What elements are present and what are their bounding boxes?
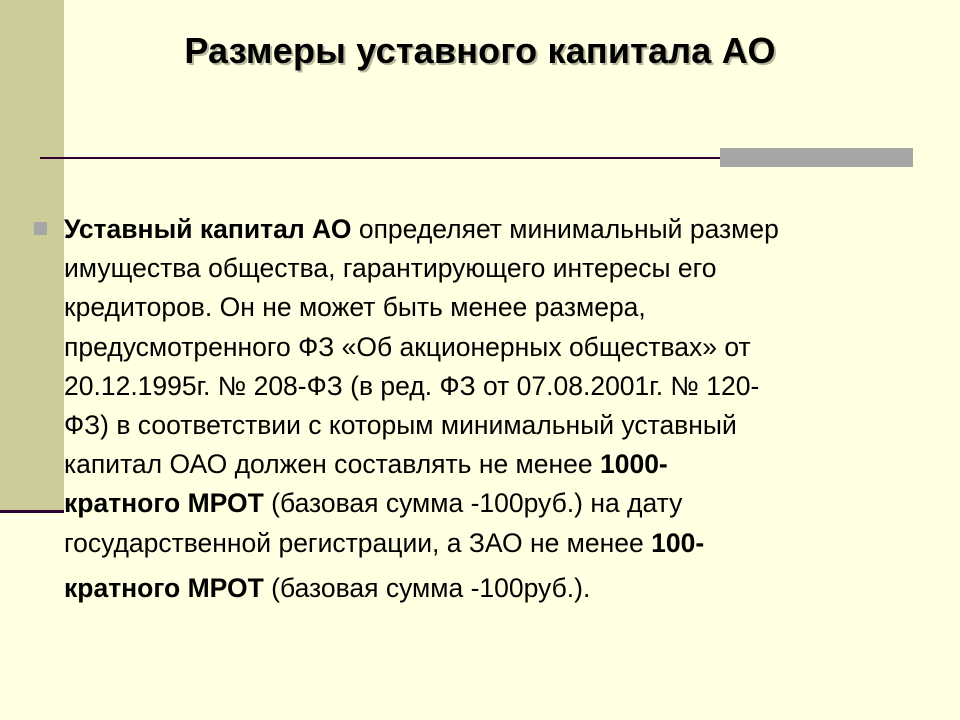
text-run: определяет минимальный размер <box>351 214 779 244</box>
left-decor-rule <box>0 510 64 513</box>
text-run: капитал ОАО должен составлять не менее <box>64 449 600 480</box>
paragraph-line: ФЗ) в соответствии с которым минимальный уставный <box>64 410 737 441</box>
paragraph-line: 20.12.1995г. № 208-ФЗ (в ред. ФЗ от 07.08.2001г. № 120- <box>64 370 760 401</box>
slide-title: Размеры уставного капитала АО <box>184 30 776 71</box>
paragraph-line <box>64 210 942 249</box>
paragraph-line <box>64 484 942 523</box>
bold-term: 100- <box>651 527 705 558</box>
bold-term: кратного МРОТ <box>64 572 264 603</box>
paragraph-line: имущества общества, гарантирующего интересы его <box>64 253 717 284</box>
paragraph-line: предусмотренного ФЗ «Об акционерных обществах» от <box>64 331 751 362</box>
text-run: (базовая сумма -100руб.) на дату <box>263 488 683 519</box>
bullet-square-icon <box>34 222 47 235</box>
left-decor-bar <box>0 0 64 512</box>
paragraph-line: кредиторов. Он не может быть менее размера, <box>64 292 646 323</box>
bold-term: кратного МРОТ <box>64 488 264 519</box>
paragraph-line <box>64 524 942 563</box>
title-accent-block <box>720 148 913 167</box>
paragraph-line <box>64 445 942 484</box>
bullet-paragraph <box>64 210 942 608</box>
paragraph-line <box>64 569 942 608</box>
bold-term: 1000- <box>599 449 668 480</box>
text-run: (базовая сумма -100руб.). <box>263 572 591 603</box>
text-run: государственной регистрации, а ЗАО не менее <box>64 527 652 558</box>
bold-term: Уставный капитал АО <box>64 214 352 244</box>
